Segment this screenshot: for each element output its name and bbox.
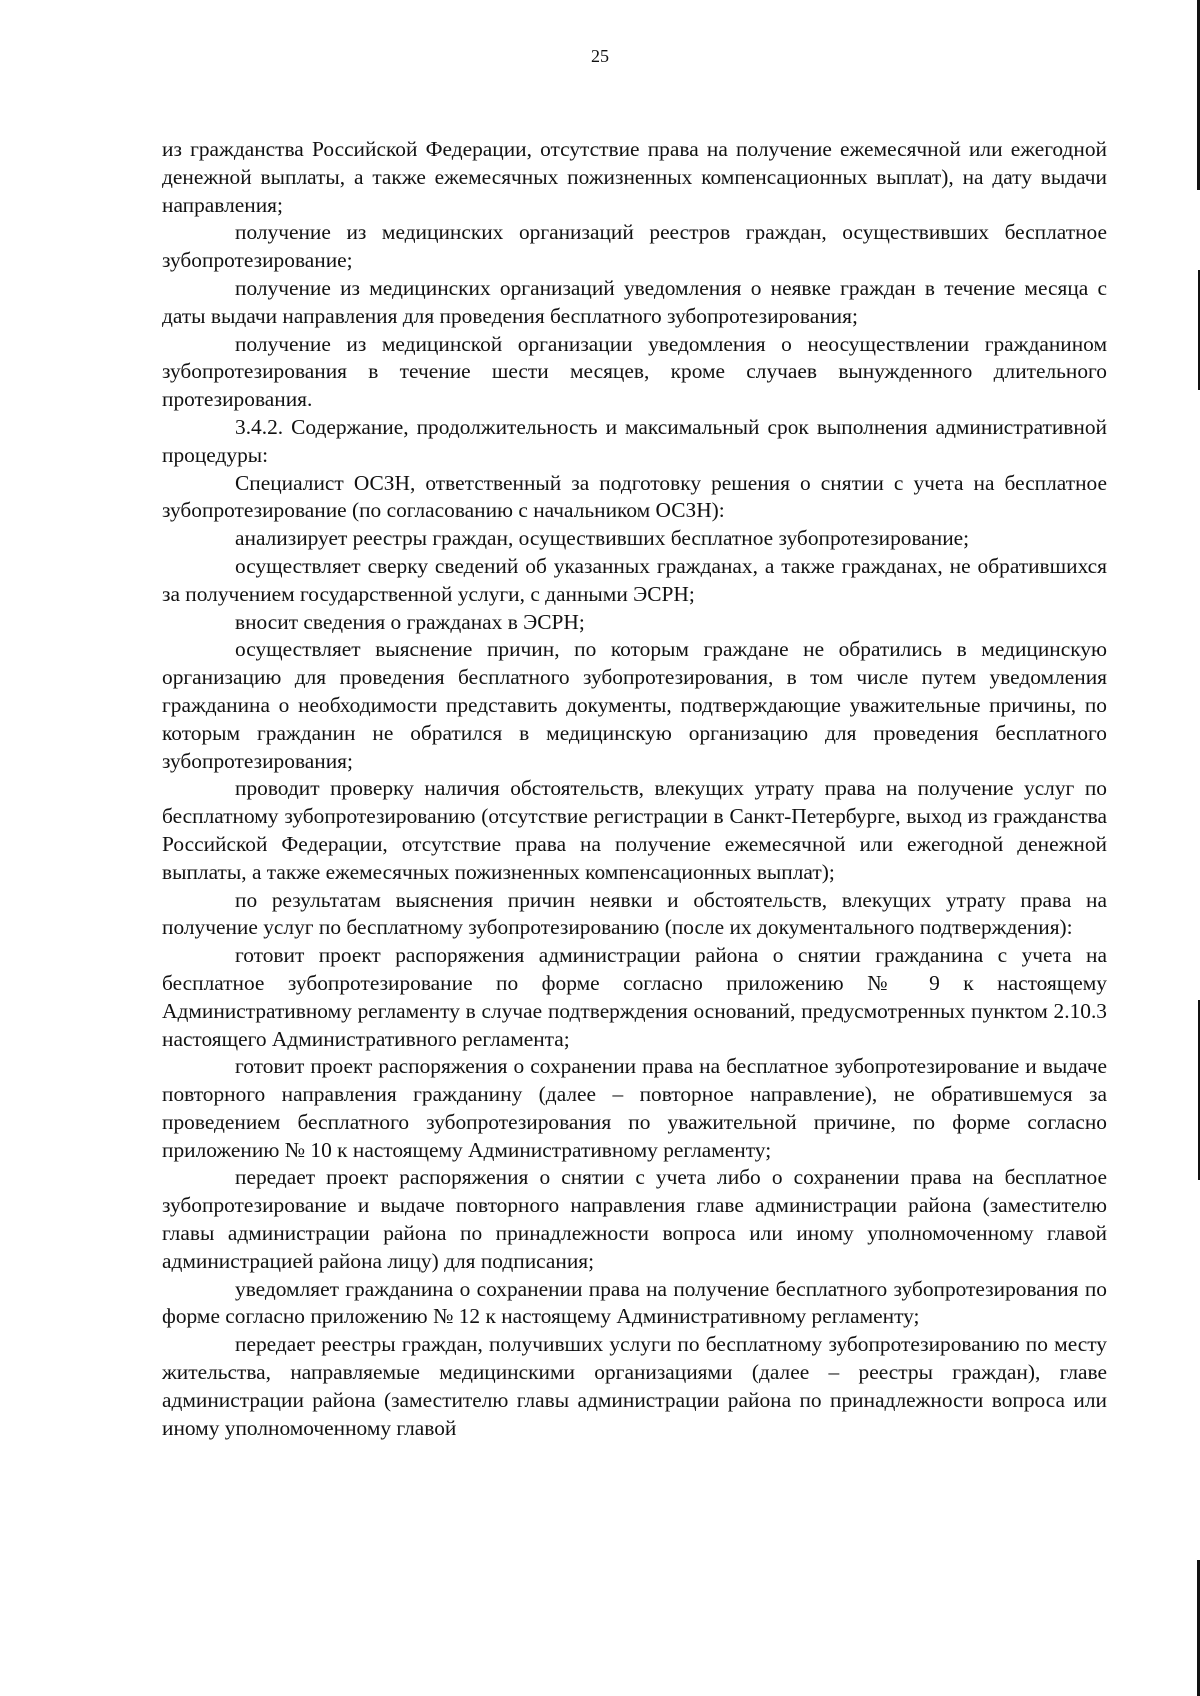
paragraph-2: получение из медицинских организаций реестров граждан, осуществивших бесплатное зубопротезирование; xyxy=(162,220,1107,273)
paragraph-12: по результатам выяснения причин неявки и обстоятельств, влекущих утрату права на получение услуг по бесплатному зубопротезированию (после их документального подтверждения): xyxy=(162,887,1107,940)
paragraph-17: передает реестры граждан, получивших услуги по бесплатному зубопротезированию по месту жительства, направляемые медицинскими организациями (далее – реестры граждан), главе администрации района (заместителю главы администрации района по принадлежности вопроса или иному уполномоченному главой xyxy=(162,1332,1107,1440)
paragraph-8: осуществляет сверку сведений об указанных гражданах, а также гражданах, не обратившихся за получением государственной услуги, с данными ЭСРН; xyxy=(162,553,1107,606)
paragraph-11: проводит проверку наличия обстоятельств, влекущих утрату права на получение услуг по бесплатному зубопротезированию (отсутствие регистрации в Санкт-Петербурге, выход из гражданства Российской Федерации, отсутствие права на получение ежемесячной или ежегодной денежной выплаты, а также ежемесячных пожизненных компенсационных выплат); xyxy=(162,776,1107,884)
paragraph-7: анализирует реестры граждан, осуществивших бесплатное зубопротезирование; xyxy=(235,526,970,551)
paragraph-4: получение из медицинской организации уведомления о неосуществлении гражданином зубопротезирования в течение шести месяцев, кроме случаев вынужденного длительного протезирования. xyxy=(162,331,1107,412)
paragraph-10: осуществляет выяснение причин, по которым граждане не обратились в медицинскую организацию для проведения бесплатного зубопротезирования, в том числе путем уведомления гражданина о необходимости представить документы, подтверждающие уважительные причины, по которым гражданин не обратился в медицинскую организацию для проведения бесплатного зубопротезирования; xyxy=(162,637,1107,773)
paragraph-5: 3.4.2. Содержание, продолжительность и максимальный срок выполнения административной процедуры: xyxy=(162,414,1107,467)
paragraph-13: готовит проект распоряжения администрации района о снятии гражданина с учета на бесплатное зубопротезирование по форме согласно приложению № 9 к настоящему Административному регламенту в случае подтверждения оснований, предусмотренных пунктом 2.10.3 настоящего Административного регламента; xyxy=(162,943,1107,1051)
paragraph-3: получение из медицинских организаций уведомления о неявке граждан в течение месяца с даты выдачи направления для проведения бесплатного зубопротезирования; xyxy=(162,275,1107,328)
document-body xyxy=(162,136,1107,1442)
paragraph-15: передает проект распоряжения о снятии с учета либо о сохранении права на бесплатное зубопротезирование и выдаче повторного направления главе администрации района (заместителю главы администрации района по принадлежности вопроса или иному уполномоченному главой администрацией района лицу) для подписания; xyxy=(162,1165,1107,1273)
paragraph-6: Специалист ОСЗН, ответственный за подготовку решения о снятии с учета на бесплатное зубопротезирование (по согласованию с начальником ОСЗН): xyxy=(162,470,1107,523)
paragraph-16: уведомляет гражданина о сохранении права на получение бесплатного зубопротезирования по форме согласно приложению № 12 к настоящему Административному регламенту; xyxy=(162,1276,1107,1329)
paragraph-1: из гражданства Российской Федерации, отсутствие права на получение ежемесячной или ежегодной денежной выплаты, а также ежемесячных пожизненных компенсационных выплат), на дату выдачи направления; xyxy=(162,137,1107,217)
paragraph-14: готовит проект распоряжения о сохранении права на бесплатное зубопротезирование и выдаче повторного направления гражданину (далее – повторное направление), не обратившемуся за проведением бесплатного зубопротезирования по уважительной причине, по форме согласно приложению № 10 к настоящему Административному регламенту; xyxy=(162,1054,1107,1162)
page-number: 25 xyxy=(591,46,609,66)
paragraph-9: вносит сведения о гражданах в ЭСРН; xyxy=(235,609,585,634)
